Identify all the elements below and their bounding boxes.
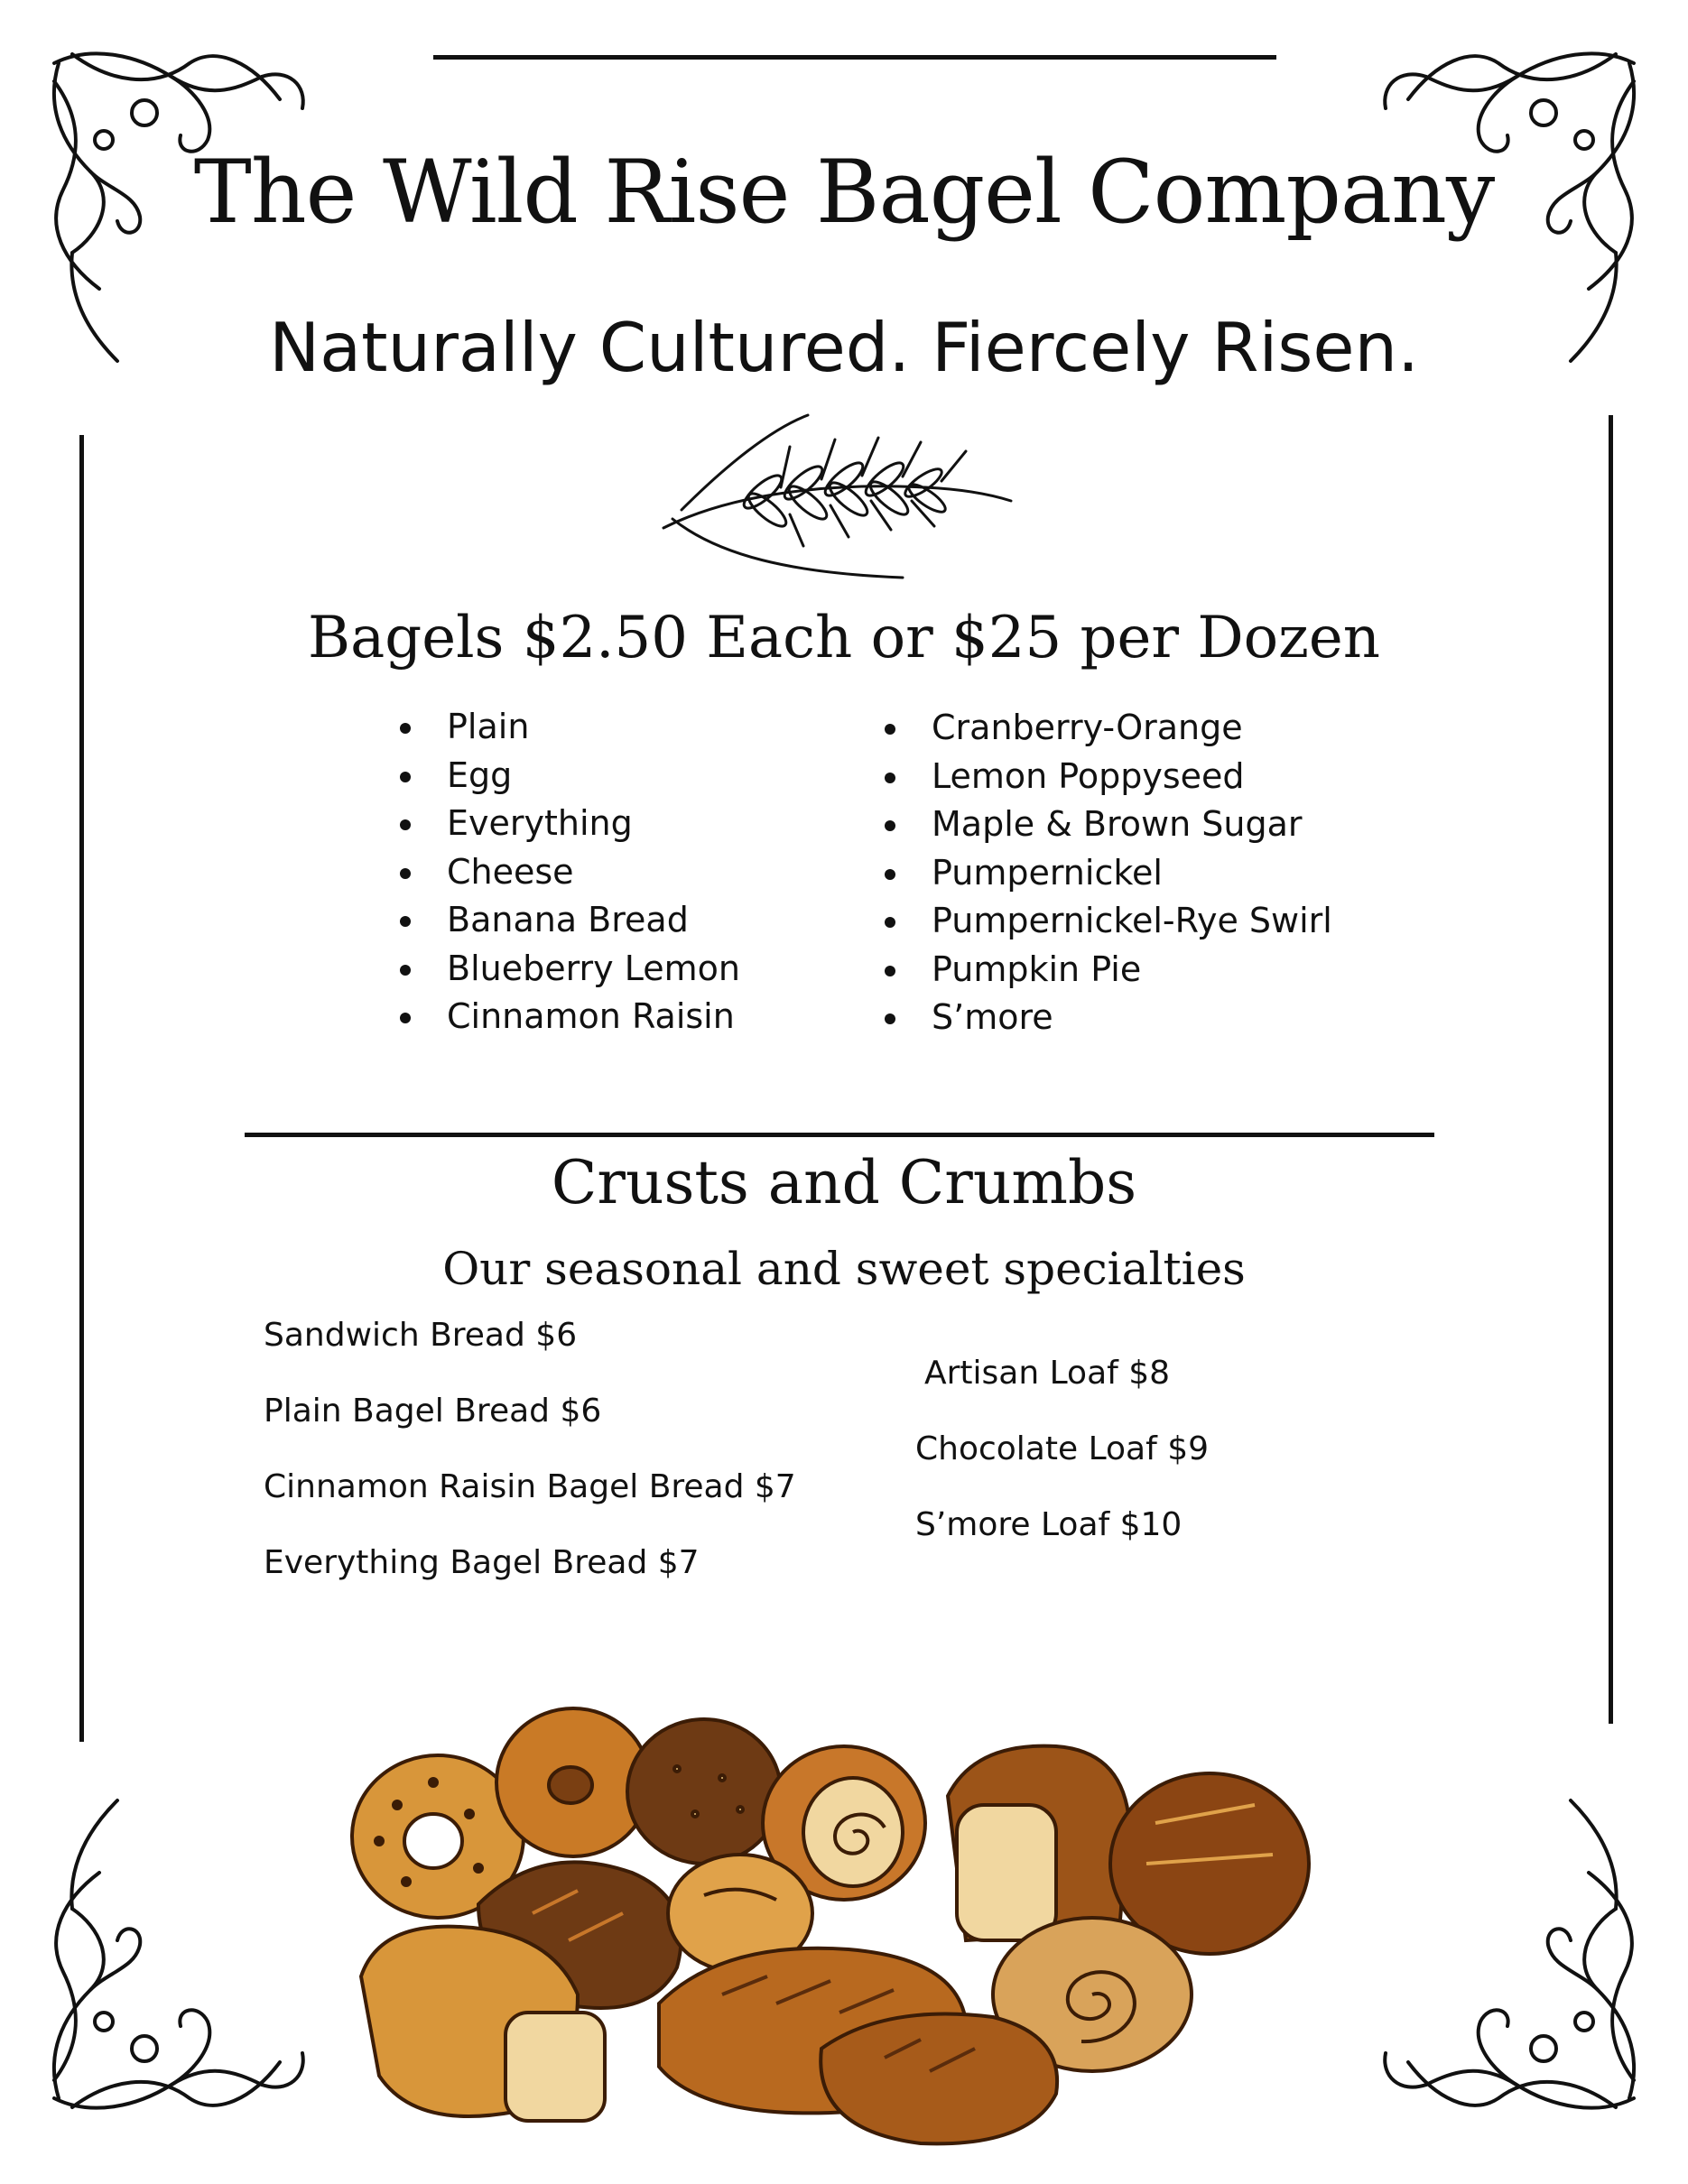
crust-list-left: [264, 1314, 796, 1617]
bread-assortment-illustration: [343, 1706, 1354, 2157]
page-title: The Wild Rise Bagel Company: [193, 142, 1495, 243]
wheat-icon: [654, 411, 1016, 582]
list-item: Maple & Brown Sugar: [885, 800, 1332, 849]
list-item: Sandwich Bread $6: [264, 1317, 578, 1354]
list-item: Everything Bagel Bread $7: [264, 1544, 700, 1581]
list-item: S’more Loaf $10: [915, 1506, 1183, 1543]
list-item: Banana Bread: [400, 896, 740, 945]
crusts-title: Crusts and Crumbs: [551, 1148, 1137, 1217]
list-item: Plain: [400, 703, 740, 752]
list-item: Cheese: [400, 848, 740, 897]
crusts-subtitle: Our seasonal and sweet specialties: [442, 1243, 1246, 1295]
list-item: Egg: [400, 752, 740, 800]
bagel-list-right: [885, 704, 1332, 1042]
list-item: Plain Bagel Bread $6: [264, 1393, 602, 1430]
bagel-list-left: [400, 703, 740, 1041]
list-item: Pumpernickel: [885, 849, 1332, 898]
list-item: Everything: [400, 800, 740, 848]
list-item: Pumpernickel-Rye Swirl: [885, 897, 1332, 946]
list-item: Cinnamon Raisin: [400, 993, 740, 1041]
list-item: Cinnamon Raisin Bagel Bread $7: [264, 1468, 796, 1505]
list-item: Blueberry Lemon: [400, 945, 740, 994]
tagline: Naturally Cultured. Fiercely Risen.: [269, 308, 1419, 387]
oval-loaf-icon: [821, 2014, 1057, 2144]
loaf-sliced-icon: [948, 1746, 1128, 1940]
bagels-heading: Bagels $2.50 Each or $25 per Dozen: [308, 605, 1380, 671]
top-rule: [433, 55, 1276, 60]
roll-seeded-icon: [627, 1719, 781, 1864]
flourish-corner-icon: [36, 1782, 325, 2125]
list-item: Artisan Loaf $8: [924, 1355, 1171, 1392]
section-divider: [245, 1133, 1434, 1137]
list-item: Lemon Poppyseed: [885, 753, 1332, 801]
list-item: Cranberry-Orange: [885, 704, 1332, 753]
list-item: S’more: [885, 994, 1332, 1042]
crust-list-right: [915, 1352, 1209, 1579]
list-item: Pumpkin Pie: [885, 946, 1332, 995]
flourish-corner-icon: [1363, 1782, 1652, 2125]
list-item: Chocolate Loaf $9: [915, 1430, 1210, 1467]
